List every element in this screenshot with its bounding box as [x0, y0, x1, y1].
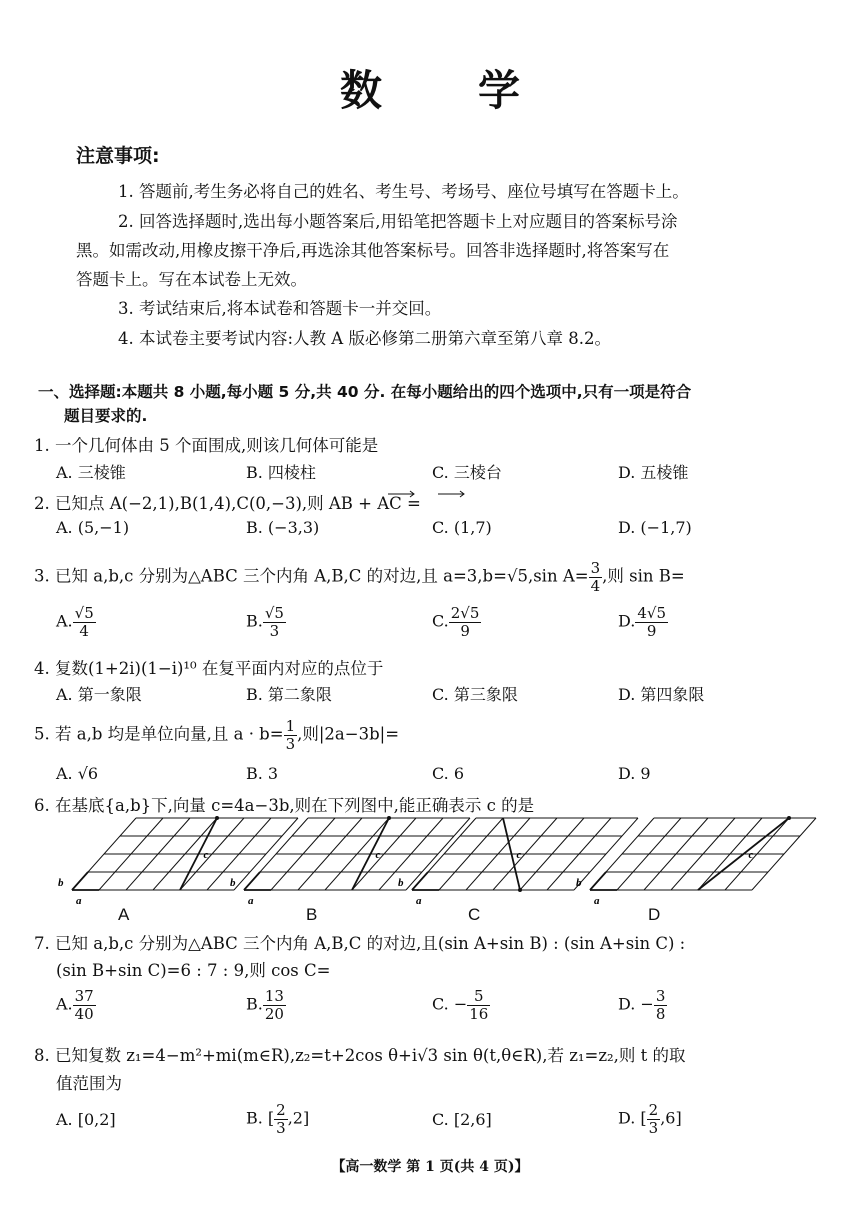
- q3-a-label: A.: [56, 611, 73, 631]
- q3-stem: [34, 560, 685, 594]
- q7-stem-cont: (sin B+sin C)=6 : 7 : 9,则 cos C=: [56, 961, 331, 980]
- q7-option-b: [246, 988, 286, 1022]
- q7-c-num: 5: [467, 988, 490, 1006]
- q3-d-label: D.: [618, 611, 636, 631]
- q3-c-label: C.: [432, 611, 449, 631]
- q7-a-num: 37: [74, 987, 94, 1005]
- q8-d-num: 2: [648, 1101, 659, 1119]
- q5-stem-text: 5. 若 a,b 均是单位向量,且 a · b=: [34, 724, 284, 744]
- q3-c-frac: [449, 605, 482, 639]
- q7-c-den: 16: [469, 1004, 489, 1023]
- q8-option-c: C. [2,6]: [432, 1110, 492, 1129]
- q3-frac-den: 4: [590, 576, 601, 595]
- q3-d-den: 9: [646, 621, 657, 640]
- vector-c-label: c: [203, 849, 209, 861]
- page-footer: 【高一数学 第 1 页(共 4 页)】: [331, 1159, 529, 1175]
- notice-item-3: 3. 考试结束后,将本试卷和答题卡一并交回。: [118, 299, 442, 318]
- q7-d-den: 8: [655, 1004, 666, 1023]
- q7-a-label: A.: [56, 994, 73, 1014]
- q1-stem: 1. 一个几何体由 5 个面围成,则该几何体可能是: [34, 436, 379, 455]
- q8-b-end: ,2]: [287, 1108, 310, 1128]
- q3-c-num: 2√5: [450, 604, 480, 622]
- q4-stem: 4. 复数(1+2i)(1−i)¹⁰ 在复平面内对应的点位于: [34, 659, 384, 678]
- q8-b-num: 2: [276, 1101, 286, 1119]
- q7-option-d: [618, 988, 667, 1022]
- q3-option-b: [246, 605, 286, 639]
- notice-heading: 注意事项:: [76, 145, 160, 167]
- vector-b-line: [412, 872, 428, 890]
- vector-c-head: [787, 816, 791, 820]
- q8-stem: 8. 已知复数 z₁=4−m²+mi(m∈R),z₂=t+2cos θ+i√3 sin θ(t,θ∈R),若 z₁=z₂,则 t 的取: [34, 1046, 686, 1065]
- q6-figure-d: [570, 805, 810, 905]
- q5-frac-num: 1: [285, 717, 296, 735]
- q2-stem: 2. 已知点 A(−2,1),B(1,4),C(0,−3),则 AB + AC =: [34, 494, 421, 513]
- q5-option-c: C. 6: [432, 764, 465, 783]
- q8-d-end: ,6]: [660, 1108, 682, 1128]
- q5-stem-end: ,则|2a−3b|=: [297, 724, 400, 744]
- q3-stem-end: ,则 sin B=: [602, 566, 685, 586]
- q8-b-frac: [274, 1102, 288, 1136]
- notice-item-1: 1. 答题前,考生务必将自己的姓名、考生号、考场号、座位号填写在答题卡上。: [118, 182, 689, 201]
- q7-b-frac: [263, 988, 286, 1022]
- q3-fraction: [589, 560, 603, 594]
- q5-fraction: [284, 718, 298, 752]
- vector-c-head: [518, 888, 522, 892]
- q1-option-b: B. 四棱柱: [246, 463, 316, 482]
- q7-c-frac: [467, 988, 490, 1022]
- q3-c-den: 9: [460, 621, 470, 640]
- q2-option-c: C. (1,7): [432, 518, 492, 537]
- vector-a-label: a: [248, 895, 254, 907]
- q2-option-a: A. (5,−1): [56, 518, 130, 537]
- q5-option-d: D. 9: [618, 764, 651, 783]
- q2-option-b: B. (−3,3): [246, 518, 320, 537]
- q3-a-den: 4: [79, 621, 89, 640]
- q8-stem-cont: 值范围为: [56, 1074, 122, 1093]
- q7-option-a: [56, 988, 96, 1022]
- vector-c-head: [387, 816, 391, 820]
- notice-item-2-cont2: 答题卡上。写在本试卷上无效。: [76, 270, 307, 289]
- q3-option-a: [56, 605, 96, 639]
- q8-b-den: 3: [276, 1118, 286, 1137]
- q2-option-d: D. (−1,7): [618, 518, 692, 537]
- q8-b-label: B. [: [246, 1108, 275, 1128]
- q2-vector-arrows: [380, 486, 460, 498]
- q5-option-a: A. √6: [56, 764, 99, 783]
- vector-a-label: a: [76, 895, 82, 907]
- vector-b-line: [72, 872, 88, 890]
- q3-b-den: 3: [269, 621, 280, 640]
- q3-stem-text: 3. 已知 a,b,c 分别为△ABC 三个内角 A,B,C 的对边,且 a=3,b=√5,sin A=: [34, 566, 589, 586]
- q7-d-frac: [654, 988, 668, 1022]
- q4-option-a: A. 第一象限: [56, 685, 142, 704]
- q7-d-num: 3: [655, 987, 666, 1005]
- q5-stem: [34, 718, 399, 752]
- section-heading: 一、选择题:本题共 8 小题,每小题 5 分,共 40 分. 在每小题给出的四个选项中,只有一项是符合: [38, 383, 692, 401]
- q7-stem: 7. 已知 a,b,c 分别为△ABC 三个内角 A,B,C 的对边,且(sin A+sin B) : (sin A+sin C) :: [34, 934, 686, 953]
- q3-option-c: [432, 605, 481, 639]
- q7-d-label: D. −: [618, 994, 654, 1014]
- q1-option-c: C. 三棱台: [432, 463, 502, 482]
- q3-a-frac: [73, 605, 96, 639]
- q6-stem: 6. 在基底{a,b}下,向量 c=4a−3b,则在下列图中,能正确表示 c 的是: [34, 796, 535, 815]
- vector-b-label: b: [230, 877, 236, 889]
- vector-a-label: a: [594, 895, 600, 907]
- notice-item-4: 4. 本试卷主要考试内容:人教 A 版必修第二册第六章至第八章 8.2。: [118, 329, 611, 348]
- title-char-2: 学: [478, 66, 521, 115]
- q8-d-den: 3: [648, 1118, 659, 1137]
- q8-d-label: D. [: [618, 1108, 647, 1128]
- notice-item-2-cont: 黑。如需改动,用橡皮擦干净后,再选涂其他答案标号。回答非选择题时,将答案写在: [76, 241, 670, 260]
- q5-option-b: B. 3: [246, 764, 279, 783]
- vector-a-label: a: [416, 895, 422, 907]
- q7-a-den: 40: [74, 1004, 94, 1023]
- q7-option-c: [432, 988, 490, 1022]
- vector-b-label: b: [576, 877, 582, 889]
- vector-b-line: [244, 872, 260, 890]
- q6-label-d: D: [648, 905, 661, 924]
- q7-b-den: 20: [264, 1004, 284, 1023]
- vector-b-label: b: [398, 877, 404, 889]
- q3-option-d: [618, 605, 668, 639]
- q8-option-b: [246, 1102, 309, 1136]
- q3-d-frac: [635, 605, 668, 639]
- q6-label-a: A: [118, 905, 130, 924]
- q7-b-label: B.: [246, 994, 263, 1014]
- section-heading-cont: 题目要求的.: [64, 407, 148, 425]
- q8-option-d: [618, 1102, 682, 1136]
- q8-d-frac: [647, 1102, 661, 1136]
- q4-option-b: B. 第二象限: [246, 685, 332, 704]
- q1-option-d: D. 五棱锥: [618, 463, 689, 482]
- q6-label-c: C: [468, 905, 481, 924]
- q6-label-b: B: [306, 905, 318, 924]
- q3-b-num: √5: [264, 604, 284, 622]
- vector-b-line: [590, 872, 606, 890]
- q3-a-num: √5: [74, 604, 94, 622]
- vector-c-label: c: [516, 849, 522, 861]
- vector-b-label: b: [58, 877, 64, 889]
- q4-option-c: C. 第三象限: [432, 685, 518, 704]
- q3-frac-num: 3: [590, 559, 601, 577]
- q3-b-frac: [263, 605, 286, 639]
- q4-option-d: D. 第四象限: [618, 685, 705, 704]
- q3-b-label: B.: [246, 611, 263, 631]
- q5-frac-den: 3: [285, 734, 296, 753]
- q7-a-frac: [73, 988, 96, 1022]
- notice-item-2: 2. 回答选择题时,选出每小题答案后,用铅笔把答题卡上对应题目的答案标号涂: [118, 212, 678, 231]
- q1-option-a: A. 三棱锥: [56, 463, 126, 482]
- vector-c-head: [215, 816, 219, 820]
- title-char-1: 数: [340, 66, 383, 115]
- q7-c-label: C. −: [432, 994, 468, 1014]
- q7-b-num: 13: [264, 987, 284, 1005]
- q3-d-num: 4√5: [637, 604, 666, 622]
- vector-c-label: c: [748, 849, 754, 861]
- vector-c-label: c: [375, 849, 381, 861]
- q8-option-a: A. [0,2]: [56, 1110, 116, 1129]
